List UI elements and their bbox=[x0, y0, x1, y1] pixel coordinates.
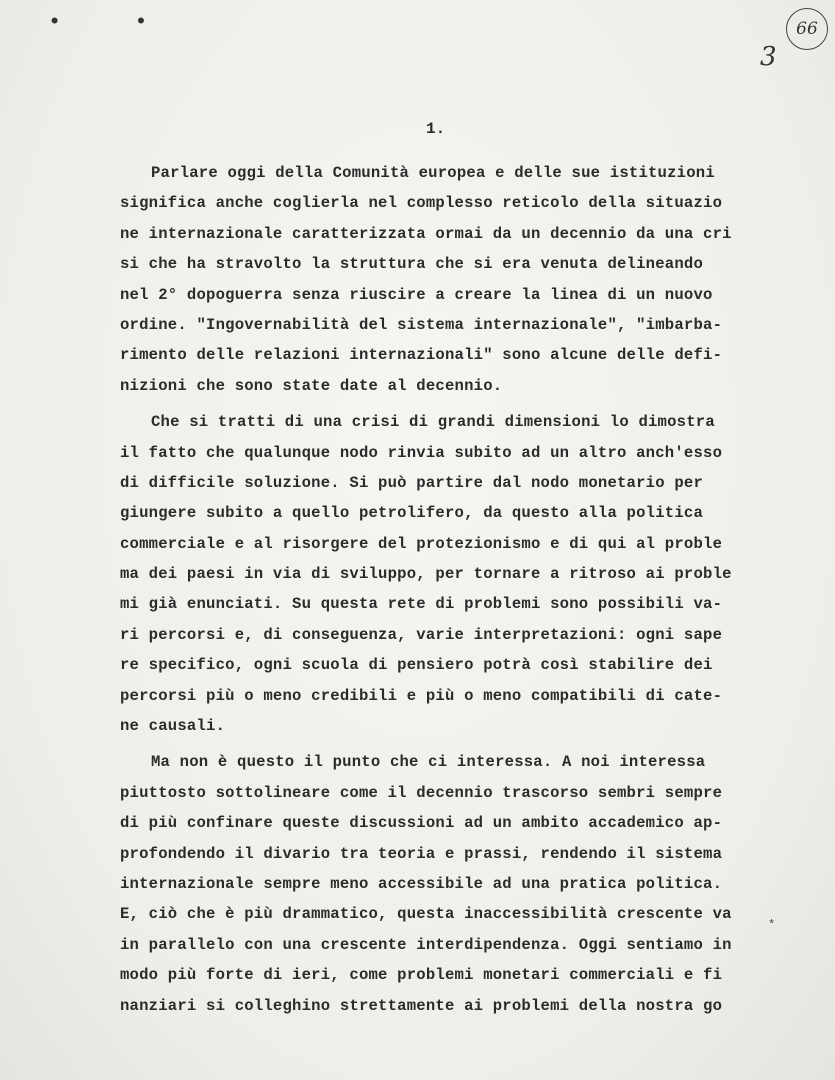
text-line: nel 2° dopoguerra senza riuscire a creare la linea di un nuovo bbox=[120, 285, 713, 304]
body-text bbox=[120, 158, 760, 1021]
text-line: commerciale e al risorgere del protezionismo e di qui al proble bbox=[120, 534, 723, 553]
text-line: rimento delle relazioni internazionali" sono alcune delle defi- bbox=[120, 346, 723, 365]
text-line: di difficile soluzione. Si può partire dal nodo monetario per bbox=[120, 473, 704, 492]
text-line: E, ciò che è più drammatico, questa inaccessibilità crescente va bbox=[120, 905, 732, 924]
text-line: internazionale sempre meno accessibile ad una pratica politica. bbox=[120, 874, 723, 893]
text-line: mi già enunciati. Su questa rete di problemi sono possibili va- bbox=[120, 595, 723, 614]
text-line: di più confinare queste discussioni ad un ambito accademico ap- bbox=[120, 814, 723, 833]
text-line: significa anche coglierla nel complesso reticolo della situazio bbox=[120, 194, 723, 213]
text-line: piuttosto sottolineare come il decennio trascorso sembri sempre bbox=[120, 783, 723, 802]
text-line: si che ha stravolto la struttura che si era venuta delineando bbox=[120, 255, 704, 274]
text-line: nizioni che sono state date al decennio. bbox=[120, 376, 503, 395]
text-line: ordine. "Ingovernabilità del sistema internazionale", "imbarba- bbox=[120, 315, 723, 334]
text-line: ne internazionale caratterizzata ormai da un decennio da una cri bbox=[120, 224, 732, 243]
text-line: profondendo il divario tra teoria e prassi, rendendo il sistema bbox=[120, 844, 723, 863]
text-line: percorsi più o meno credibili e più o meno compatibili di cate- bbox=[120, 686, 723, 705]
handwritten-page-number: 3 bbox=[760, 42, 777, 72]
text-line: giungere subito a quello petrolifero, da questo alla politica bbox=[120, 504, 704, 523]
text-line: ri percorsi e, di conseguenza, varie interpretazioni: ogni sape bbox=[120, 625, 723, 644]
text-line: Che si tratti di una crisi di grandi dimensioni lo dimostra bbox=[151, 413, 715, 432]
corner-dots: • • bbox=[48, 10, 178, 35]
text-line: ne causali. bbox=[120, 717, 226, 736]
text-line: Ma non è questo il punto che ci interessa. A noi interessa bbox=[151, 753, 706, 772]
text-line: in parallelo con una crescente interdipendenza. Oggi sentiamo in bbox=[120, 935, 732, 954]
margin-mark: * bbox=[768, 918, 776, 932]
text-line: modo più forte di ieri, come problemi monetari commerciali e fi bbox=[120, 966, 723, 985]
section-number: 1. bbox=[426, 120, 446, 138]
circled-page-number-text: 66 bbox=[796, 19, 818, 39]
text-line: ma dei paesi in via di sviluppo, per tornare a ritroso ai proble bbox=[120, 565, 732, 584]
text-line: nanziari si colleghino strettamente ai problemi della nostra go bbox=[120, 996, 723, 1015]
text-line: Parlare oggi della Comunità europea e delle sue istituzioni bbox=[151, 164, 715, 182]
text-line: il fatto che qualunque nodo rinvia subito ad un altro anch'esso bbox=[120, 443, 723, 462]
text-line: re specifico, ogni scuola di pensiero potrà così stabilire dei bbox=[120, 656, 713, 675]
circled-page-number bbox=[786, 8, 828, 50]
